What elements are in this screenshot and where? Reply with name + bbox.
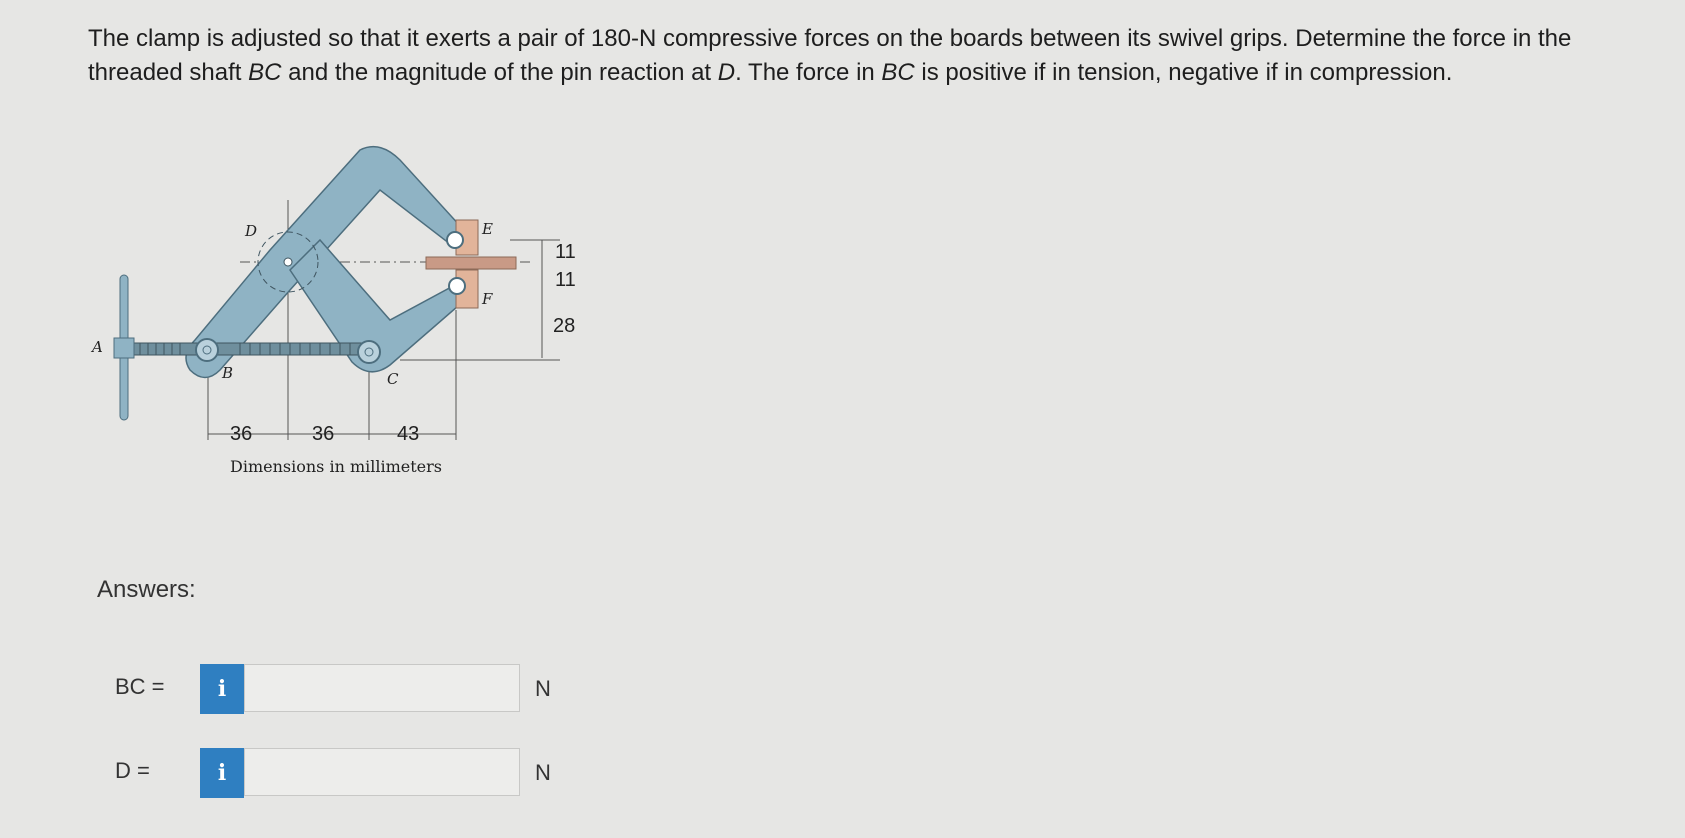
label-d: D	[245, 222, 258, 240]
answer-unit-bc: N	[535, 676, 551, 701]
problem-text-4: is positive if in tension, negative if in compression.	[914, 59, 1453, 86]
figure-caption: Dimensions in millimeters	[230, 457, 442, 476]
answer-label-bc: BC =	[115, 674, 165, 699]
problem-text-1: The clamp is adjusted so that it exerts a pair of 180-N compressive forces on the boards between its swivel grips. Determine the force in the threaded shaft	[88, 25, 1572, 86]
threaded-shaft	[130, 343, 375, 355]
dim-label-11b: 11	[555, 269, 576, 291]
pin-b	[196, 339, 218, 361]
clamp-figure	[90, 140, 650, 520]
dim-label-36b: 36	[312, 423, 335, 445]
swivel-e	[447, 232, 463, 248]
answers-heading: Answers:	[97, 576, 196, 603]
info-icon[interactable]: i	[200, 664, 244, 714]
bc-answer-input[interactable]	[244, 664, 520, 712]
problem-statement	[88, 22, 1648, 90]
problem-text-3: . The force in	[735, 59, 882, 86]
dim-label-11a: 11	[555, 241, 576, 263]
handle-nut	[114, 338, 134, 358]
label-b: B	[222, 364, 234, 382]
dim-label-36a: 36	[230, 423, 253, 445]
pin-c	[358, 341, 380, 363]
problem-text-2: and the magnitude of the pin reaction at	[281, 59, 718, 86]
dim-label-28: 28	[553, 315, 576, 337]
label-c: C	[387, 370, 399, 388]
problem-d: D	[717, 59, 736, 86]
problem-bc-2: BC	[881, 59, 915, 86]
dim-label-43: 43	[397, 423, 420, 445]
answer-unit-d: N	[535, 760, 551, 785]
problem-bc-1: BC	[248, 59, 282, 86]
label-a: A	[92, 338, 103, 356]
answer-label-d: D =	[115, 758, 150, 783]
label-e: E	[482, 220, 493, 238]
answer-row-bc	[110, 660, 570, 716]
info-icon[interactable]: i	[200, 748, 244, 798]
answer-row-d	[110, 744, 570, 800]
swivel-f	[449, 278, 465, 294]
d-answer-input[interactable]	[244, 748, 520, 796]
label-f: F	[482, 290, 493, 308]
pin-d	[284, 258, 292, 266]
board	[426, 257, 516, 269]
